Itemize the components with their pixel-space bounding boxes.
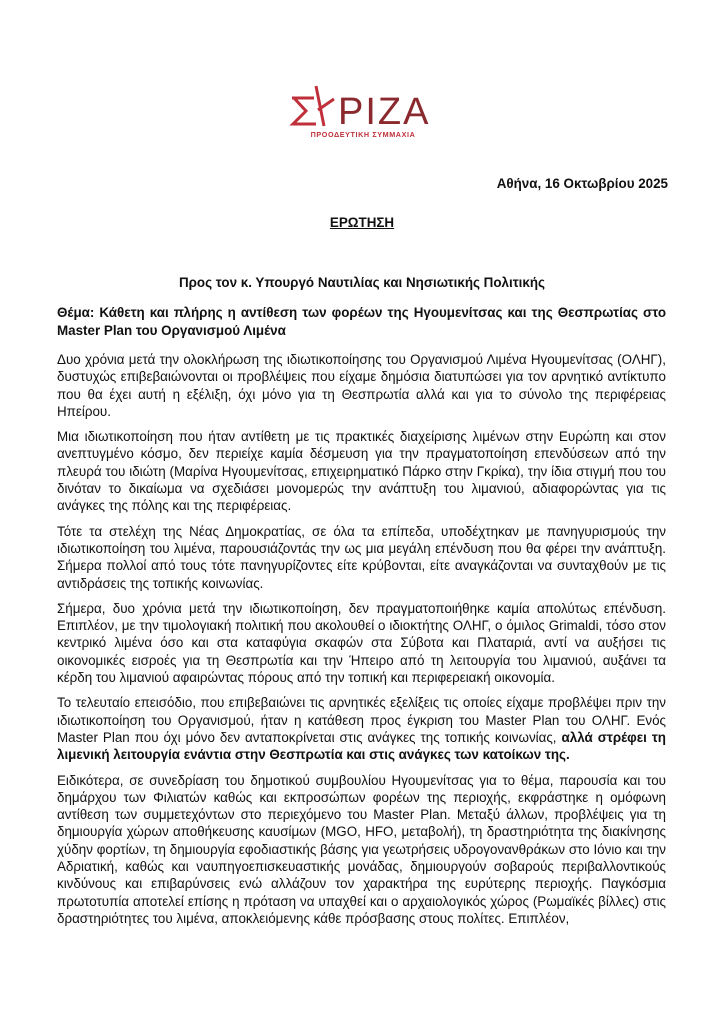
subject-line: Θέμα: Κάθετη και πλήρης η αντίθεση των φορέων της Ηγουμενίτσας και της Θεσπρωτίας στο Master Plan του Οργανισμού Λιμένα xyxy=(57,305,666,338)
syriza-logo xyxy=(288,84,438,144)
addressee-line: Προς τον κ. Υπουργό Ναυτιλίας και Νησιωτικής Πολιτικής xyxy=(178,275,546,290)
document-body xyxy=(57,304,666,935)
paragraph-1: Δυο χρόνια μετά την ολοκλήρωση της ιδιωτικοποίησης του Οργανισμού Λιμένα Ηγουμενίτσας (ΟΛΗΓ), δυστυχώς επιβεβαιώνονται οι προβλέψεις που είχαμε δημόσια διατυπώσει για τον αρνητικό αντίκτυπο που θα έχει αυτή η εξέλιξη, όχι μόνο για τη Θεσπρωτία αλλά και για το σύνολο της περιφέρειας Ηπείρου. xyxy=(57,352,666,419)
document-heading: ΕΡΩΤΗΣΗ xyxy=(329,215,395,230)
paragraph-2: Μια ιδιωτικοποίηση που ήταν αντίθετη με τις πρακτικές διαχείρισης λιμένων στην Ευρώπη και στον ανεπτυγμένο κόσμο, δεν περιείχε καμία δέσμευση για την πραγματοποίηση επενδύσεων από την πλευρά του ιδιώτη (Μαρίνα Ηγουμενίτσας, επιχειρηματικό Πάρκο στην Γκρίκα), την ίδια στιγμή που του δινόταν το δικαίωμα να σχεδιάσει μονομερώς την ανάπτυξη του λιμανιού, αδιαφορώντας για τις ανάγκες της πόλης και της περιφέρειας. xyxy=(57,429,666,514)
paragraph-5 xyxy=(57,694,666,763)
logo-subtitle: ΠΡΟΟΔΕΥΤΙΚΗ ΣΥΜΜΑΧΙΑ xyxy=(310,130,416,139)
paragraph-5-emphasis: αλλά στρέφει τη λιμενική λειτουργία ενάντια στην Θεσπρωτία και στις ανάγκες των κατοίκων της. xyxy=(57,729,666,763)
svg-text:ΡΙΖΑ: ΡΙΖΑ xyxy=(338,91,431,128)
syriza-logo-mark-icon xyxy=(288,84,438,128)
paragraph-4: Σήμερα, δυο χρόνια μετά την ιδιωτικοποίηση, δεν πραγματοποιήθηκε καμία απολύτως επένδυση. Επιπλέον, με την τιμολογιακή πολιτική που ακολουθεί ο ιδιοκτήτης ΟΛΗΓ, ο όμιλος Grimaldi, τόσο στον κεντρικό λιμένα όσο και στα καταφύγια σκαφών στα Σύβοτα και Πλαταριά, αντί να αυξήσει τις οικονομικές εισροές για τη Θεσπρωτία και την Ήπειρο από τη λειτουργία του λιμανιού, αυξάνει τα κέρδη του λιμανιού αφαιρώντας πόρους από την τοπική και περιφερειακή οικονομία. xyxy=(57,600,666,686)
paragraph-3: Τότε τα στελέχη της Νέας Δημοκρατίας, σε όλα τα επίπεδα, υποδέχτηκαν με πανηγυρισμούς την ιδιωτικοποίηση του λιμένα, παρουσιάζοντάς την ως μια μεγάλη επένδυση που θα φέρει την ανάπτυξη. Σήμερα πολλοί από τους τότε πανηγυρίζοντες είτε κρύβονται, είτε αναγκάζονται να συνταχθούν με τις αντιδράσεις της τοπικής κοινωνίας. xyxy=(57,523,666,591)
date-line: Αθήνα, 16 Οκτωβρίου 2025 xyxy=(496,176,668,191)
paragraph-6: Ειδικότερα, σε συνεδρίαση του δημοτικού συμβουλίου Ηγουμενίτσας για το θέμα, παρουσία και του δημάρχου των Φιλιατών καθώς και εκπροσώπων φορέων της περιοχής, εκφράστηκε η ομόφωνη αντίθεση των συμμετεχόντων στο περιεχόμενο του Master Plan. Μεταξύ άλλων, προβλέψεις για τη δημιουργία χώρων αποθήκευσης καυσίμων (MGO, HFO, μεταβολή), τη δραστηριότητα της διακίνησης χύδην φορτίων, τη δημιουργία εφοδιαστικής βάσης για γεωτρήσεις υδρογονανθράκων στο Ιόνιο και την Αδριατική, καθώς και ναυπηγοεπισκευαστικής μονάδας, δημιουργούν σοβαρούς περιβαλλοντικούς κινδύνους και επιβαρύνσεις ενώ αλλάζουν τον χαρακτήρα της ευρύτερης περιοχής. Παγκόσμια πρωτοτυπία αποτελεί επίσης η πρόταση να υπαχθεί και ο αρχαιολογικός χώρος (Ρωμαϊκές βίλλες) στις δραστηριότητες του λιμένα, αποκλειόμενης κάθε πρόσβασης στους πολίτες. Επιπλέον, xyxy=(57,772,666,926)
paragraph-5-text: Το τελευταίο επεισόδιο, που επιβεβαιώνει τις αρνητικές εξελίξεις τις οποίες είχαμε προβλέψει πριν την ιδιωτικοποίηση του Οργανισμού, ήταν η κατάθεση προς έγκριση του Master Plan του ΟΛΗΓ. Ενός Master Plan που όχι μόνο δεν ανταποκρίνεται στις ανάγκες της τοπικής κοινωνίας, xyxy=(57,695,666,745)
